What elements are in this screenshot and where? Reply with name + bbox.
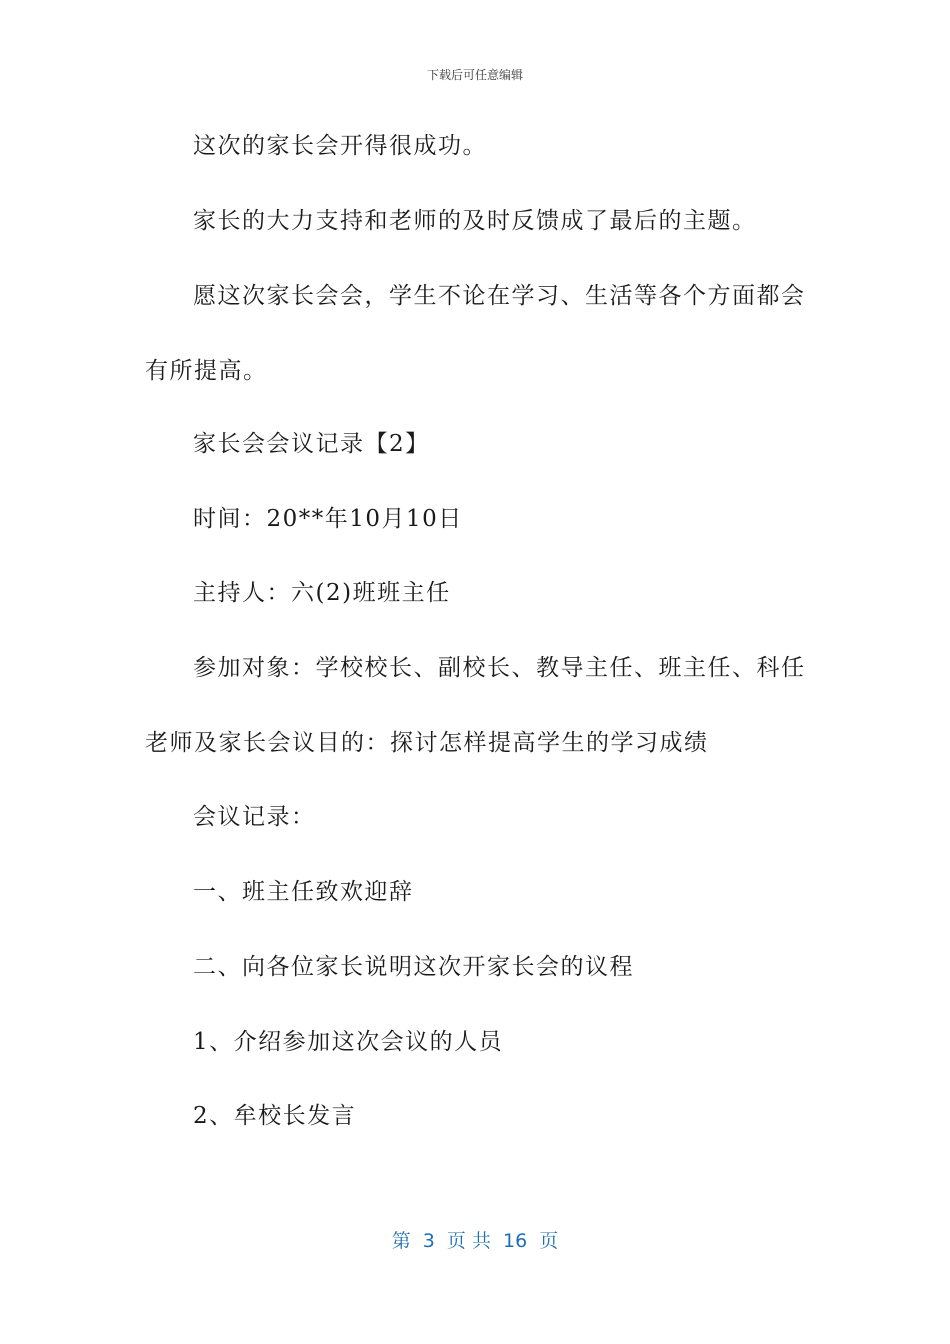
meeting-record-label: 会议记录：	[193, 804, 316, 830]
paragraph-line: 这次的家长会开得很成功。	[193, 133, 487, 159]
paragraph-line: 家长的大力支持和老师的及时反馈成了最后的主题。	[193, 208, 757, 234]
meeting-host: 主持人：六(2)班班主任	[193, 580, 451, 606]
meeting-participants: 参加对象：学校校长、副校长、教导主任、班主任、科任	[193, 655, 806, 681]
agenda-item: 一、班主任致欢迎辞	[193, 879, 414, 905]
section-heading: 家长会会议记录【2】	[193, 431, 430, 457]
agenda-subitem: 2、牟校长发言	[193, 1103, 357, 1129]
paragraph-line: 有所提高。	[145, 358, 268, 384]
header-note: 下载后可任意编辑	[426, 68, 523, 82]
paragraph-line: 老师及家长会议目的：探讨怎样提高学生的学习成绩	[145, 730, 709, 756]
agenda-subitem: 1、介绍参加这次会议的人员	[193, 1029, 504, 1055]
agenda-item: 二、向各位家长说明这次开家长会的议程	[193, 954, 634, 980]
paragraph-line: 愿这次家长会会，学生不论在学习、生活等各个方面都会	[193, 283, 806, 309]
page-number: 第 3 页 共 16 页	[391, 1230, 559, 1252]
meeting-time: 时间：20**年10月10日	[193, 506, 463, 532]
